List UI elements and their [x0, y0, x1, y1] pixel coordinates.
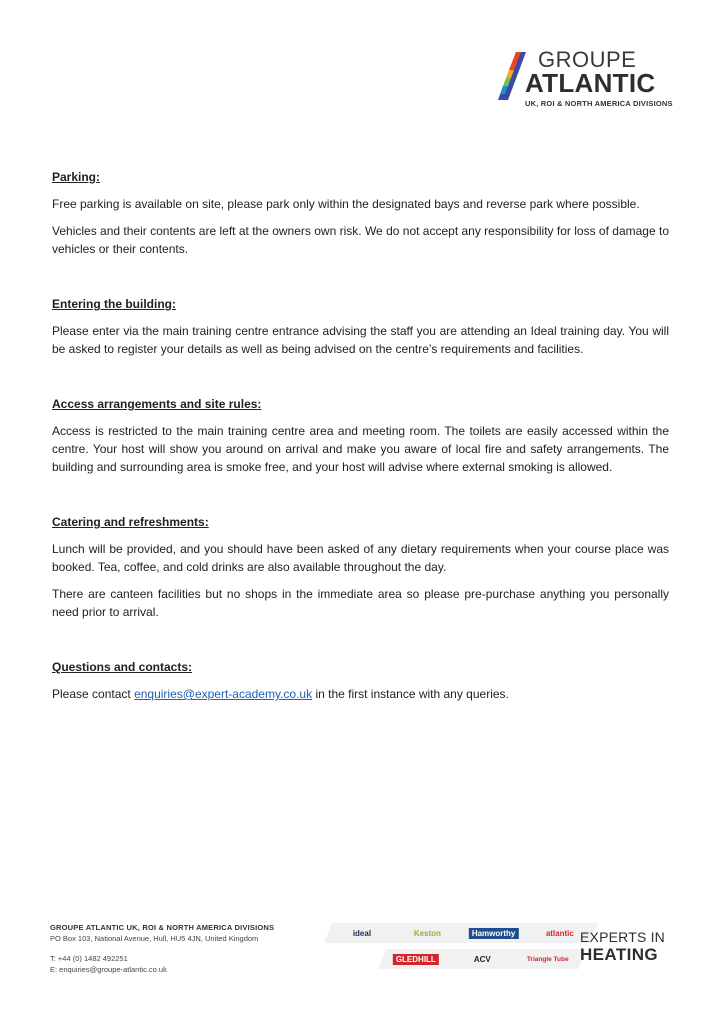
- brand-keston-logo: Keston: [390, 923, 465, 943]
- section-parking: [52, 167, 669, 258]
- paragraph: Please enter via the main training centre entrance advising the staff you are attending an Ideal training day. You will be asked to register your details as well as being advised on the centre’s requirements and facilities.: [52, 324, 669, 356]
- contact-text-before: Please contact: [52, 687, 135, 701]
- logo-text-groupe: GROUPE: [538, 47, 637, 72]
- contact-email-link[interactable]: enquiries@expert-academy.co.uk: [134, 687, 313, 701]
- paragraph: Lunch will be provided, and you should have been asked of any dietary requirements when your course place was booked. Tea, coffee, and cold drinks are also available throughout the day.: [52, 542, 669, 574]
- section-questions: [52, 657, 669, 703]
- section-heading: Entering the building:: [52, 297, 176, 311]
- footer-phone: T: +44 (0) 1482 492251: [50, 954, 128, 963]
- paragraph: Access is restricted to the main training centre area and meeting room. The toilets are easily accessed within the centre. Your host will show you around on arrival and make you aware of local fire and safety arrangements. The building and surrounding area is smoke free, and your host will advise where external smoking is allowed.: [52, 424, 669, 474]
- atlantic-stripe-icon: [498, 52, 528, 100]
- footer-email: E: enquiries@groupe-atlantic.co.uk: [50, 965, 167, 974]
- section-heading: Catering and refreshments:: [52, 515, 209, 529]
- brand-gledhill-logo: GLEDHILL: [378, 949, 453, 969]
- contact-paragraph: [52, 685, 669, 703]
- logo-subtitle: UK, ROI & NORTH AMERICA DIVISIONS: [525, 99, 673, 108]
- brand-atlantic-logo: atlantic: [522, 923, 597, 943]
- brand-acv-logo: ACV: [444, 949, 519, 969]
- section-heading: Questions and contacts:: [52, 660, 193, 674]
- section-catering: [52, 512, 669, 621]
- section-heading: Parking:: [52, 170, 101, 184]
- section-entering-building: [52, 294, 669, 358]
- footer-address: [50, 922, 274, 975]
- section-heading: Access arrangements and site rules:: [52, 397, 262, 411]
- experts-line-1: EXPERTS IN: [580, 929, 665, 945]
- groupe-atlantic-logo: [498, 48, 673, 112]
- logo-text-atlantic: ATLANTIC: [525, 68, 656, 98]
- experts-line-2: HEATING: [580, 945, 659, 964]
- footer-company-name: GROUPE ATLANTIC UK, ROI & NORTH AMERICA DIVISIONS: [50, 923, 275, 932]
- section-access-arrangements: [52, 394, 669, 476]
- brand-ideal-logo: ideal: [324, 923, 399, 943]
- paragraph: There are canteen facilities but no shops in the immediate area so please pre-purchase anything you personally need prior to arrival.: [52, 587, 669, 619]
- contact-text-after: in the first instance with any queries.: [312, 687, 509, 701]
- footer-postal-address: PO Box 103, National Avenue, Hull, HU5 4JN, United Kingdom: [50, 934, 259, 943]
- paragraph: Vehicles and their contents are left at the owners own risk. We do not accept any responsibility for loss of damage to vehicles or their contents.: [52, 224, 669, 256]
- experts-in-heating-tagline: [580, 929, 680, 963]
- brand-logos: [322, 919, 582, 971]
- brand-hamworthy-logo: Hamworthy: [456, 923, 531, 943]
- paragraph: Free parking is available on site, please park only within the designated bays and reverse park where possible.: [52, 197, 640, 211]
- document-body: [52, 167, 669, 739]
- brand-triangle-tube-logo: Triangle Tube: [510, 949, 585, 969]
